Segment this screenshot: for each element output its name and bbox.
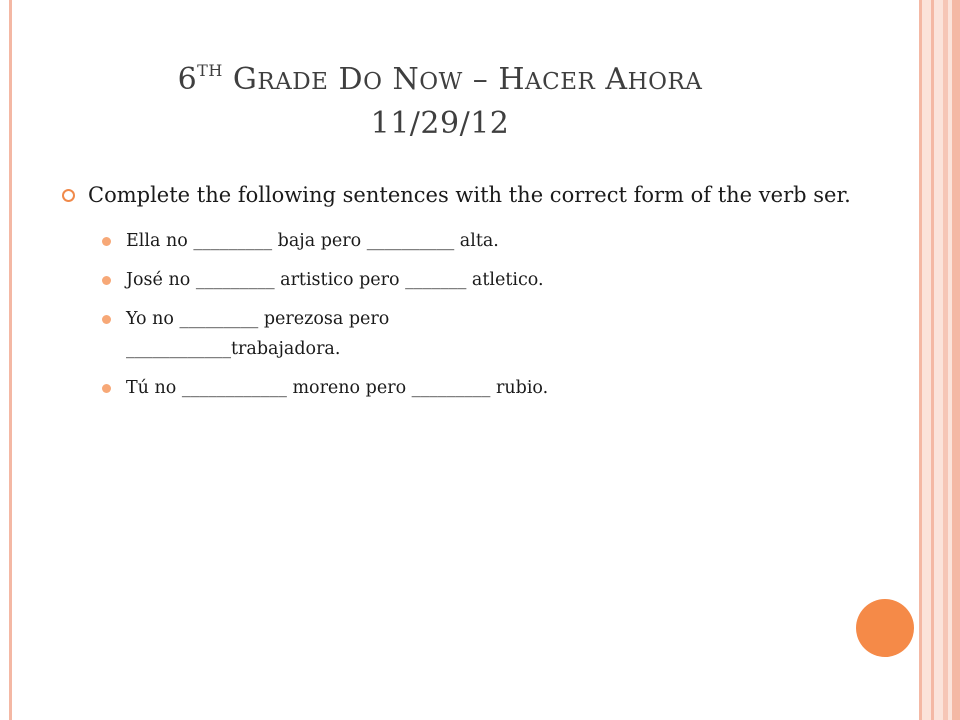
title-word: DO [338,62,383,97]
sentence-text: José no _________ artistico pero _______ atletico. [126,270,544,290]
slide-left-border [9,0,12,720]
decorative-stripe [952,0,960,720]
dot-bullet-icon [102,384,111,393]
dot-bullet-icon [102,276,111,285]
title-line-1 [40,50,840,103]
circle-bullet-icon [62,189,75,202]
decorative-orange-circle [856,599,914,657]
title-word: NOW [392,62,463,97]
sub-bullet-item [102,373,900,403]
bullet-item-main [60,178,900,212]
slide-title [40,50,840,145]
decorative-stripe [931,0,934,720]
title-ordinal: TH [197,61,223,80]
title-date: 11/29/12 [370,106,510,141]
sentence-text: Yo no _________ perezosa pero ____________trabajadora. [126,309,390,359]
title-word: HACER [498,62,596,97]
title-word: AHORA [605,62,703,97]
slide-content [60,178,900,412]
title-dash: – [472,62,489,97]
decorative-stripe [919,0,922,720]
sub-bullet-item [102,265,900,295]
title-number: 6 [177,62,198,97]
title-word: GRADE [232,62,329,97]
sentence-text: Tú no ____________ moreno pero _________ rubio. [126,378,549,398]
bullet-text: Complete the following sentences with the correct form of the verb ser. [88,183,851,207]
sub-bullet-item [102,226,900,256]
dot-bullet-icon [102,237,111,246]
sub-bullet-list [60,226,900,403]
sentence-text: Ella no _________ baja pero __________ alta. [126,231,499,251]
sub-bullet-item [102,304,556,364]
decorative-stripe [943,0,948,720]
dot-bullet-icon [102,315,111,324]
